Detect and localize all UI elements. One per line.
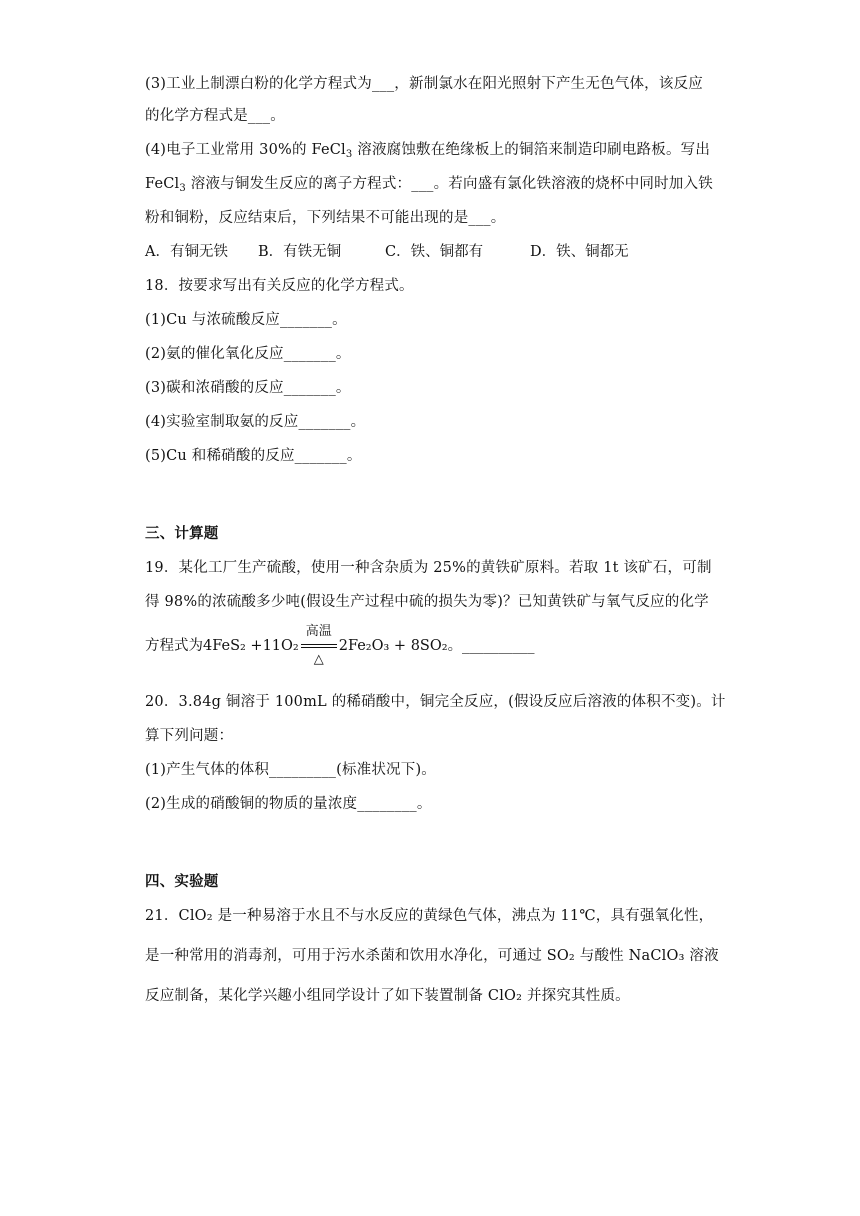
text-segment: FeCl [145,176,180,192]
q17-part3-line2: 的化学方程式是___。 [145,108,285,124]
q20-item-1: (1)产生气体的体积_________(标准状况下)。 [145,762,437,778]
text-segment: 溶液腐蚀敷在绝缘板上的铜箔来制造印刷电路板。写出 [352,142,711,158]
equals-bar [301,647,337,648]
q18-item-4: (4)实验室制取氨的反应_______。 [145,414,366,430]
text-segment: (4)电子工业常用 30%的 FeCl [145,142,346,158]
text-segment: 溶液与铜发生反应的离子方程式：___。若向盛有氯化铁溶液的烧杯中同时加入铁 [185,176,713,192]
q20-line2: 算下列问题： [145,728,234,744]
equation-reactants: 4FeS₂ +11O₂ [203,638,299,654]
q20-line1: 20．3.84g 铜溶于 100mL 的稀硝酸中，铜完全反应，(假设反应后溶液的体积不变)。计 [145,694,726,710]
section-3-title: 三、计算题 [145,525,219,542]
equation-products: 2Fe₂O₃ + 8SO₂ [338,638,448,654]
equation-suffix: 。__________ [447,638,535,654]
q18-item-2: (2)氨的催化氧化反应_______。 [145,346,351,362]
section-4-title: 四、实验题 [145,873,219,890]
subscript: 3 [179,183,186,194]
q21-line2: 是一种常用的消毒剂，可用于污水杀菌和饮用水净化，可通过 SO₂ 与酸性 NaClO₃ 溶液 [145,948,719,964]
q21-line3: 反应制备，某化学兴趣小组同学设计了如下装置制备 ClO₂ 并探究其性质。 [145,988,630,1004]
equals-bar [301,644,337,645]
option-d: D．铁、铜都无 [530,244,629,260]
subscript: 3 [345,149,353,160]
equation-prefix: 方程式为 [145,638,203,654]
condition-top: 高温 [305,624,332,639]
q17-part4-line3: 粉和铜粉，反应结束后，下列结果不可能出现的是___。 [145,210,506,226]
q18-item-5: (5)Cu 和稀硝酸的反应_______。 [145,448,362,464]
q18-stem: 18．按要求写出有关反应的化学方程式。 [145,278,414,294]
q21-line1: 21．ClO₂ 是一种易溶于水且不与水反应的黄绿色气体，沸点为 11℃，具有强氧化性， [145,908,714,924]
option-a: A．有铜无铁 [145,244,228,260]
reaction-condition [301,624,337,667]
q19-line1: 19．某化工厂生产硫酸，使用一种含杂质为 25%的黄铁矿原料。若取 1t 该矿石，可制 [145,560,712,576]
q19-equation-line [145,624,535,667]
condition-bottom: △ [313,652,324,667]
q20-item-2: (2)生成的硝酸铜的物质的量浓度________。 [145,796,432,812]
q18-item-1: (1)Cu 与浓硫酸反应_______。 [145,312,347,328]
q18-item-3: (3)碳和浓硝酸的反应_______。 [145,380,351,396]
q17-part3-line1: (3)工业上制漂白粉的化学方程式为___，新制氯水在阳光照射下产生无色气体，该反应 [145,76,703,92]
q17-part4-line2 [145,174,713,194]
option-c: C．铁、铜都有 [385,244,484,260]
q19-line2: 得 98%的浓硫酸多少吨(假设生产过程中硫的损失为零)？已知黄铁矿与氧气反应的化学 [145,594,709,610]
q17-part4-line1 [145,140,710,160]
option-b: B．有铁无铜 [258,244,342,260]
